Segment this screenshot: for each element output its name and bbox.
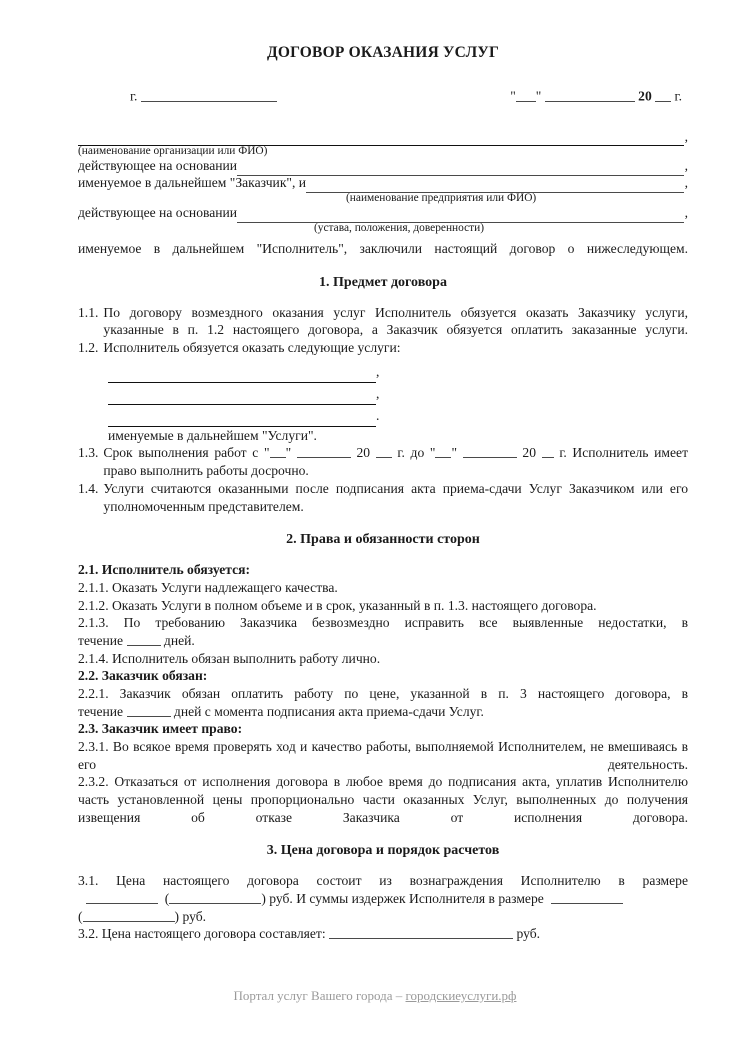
city-input-rule[interactable]	[141, 88, 277, 102]
clause-3-1-line-3	[78, 908, 688, 926]
organization-name-comma: ,	[684, 128, 688, 144]
services-blank-line-2	[78, 383, 688, 405]
services-definition-label: именуемые в дальнейшем "Услуги".	[108, 427, 317, 443]
services-tail-2: ,	[376, 385, 380, 401]
city-date-row	[78, 88, 688, 105]
clause-1-1-number: 1.1.	[78, 304, 99, 320]
date-year-prefix: 20	[638, 88, 652, 104]
clause-1-3-month-rule-from[interactable]	[297, 445, 351, 459]
clause-2-3-2: 2.3.2. Отказаться от исполнения договора в любое время до подписания акта, уплатив Исполнителю часть установленной цены пропорционально части оказанных Услуг, выполненных до получения извещения об отказе Заказчика от исполнения договора.	[78, 774, 688, 825]
clause-1-1-text: По договору возмездного оказания услуг Исполнитель обязуется оказать Заказчику услуги, указанные в п. 1.2 настоящего договора, а Заказчик обязуется оплатить заказанные услуги.	[103, 304, 688, 338]
services-blank-line-3	[78, 405, 688, 427]
clause-1-3-year-from: 20	[356, 445, 371, 461]
date-quote-close: "	[535, 88, 542, 104]
clause-1-3-quote-open-a: "	[264, 445, 270, 461]
date-year-rule[interactable]	[655, 88, 671, 102]
clause-3-1-paren-open-2: (	[78, 908, 83, 924]
services-rule-1[interactable]	[108, 370, 376, 383]
organization-name-row	[78, 129, 688, 146]
clause-1-3-suffix: г. Исполнитель имеет право выполнить работы досрочно.	[103, 445, 689, 479]
city-field	[130, 88, 277, 105]
clause-2-1-4: 2.1.4. Исполнитель обязан выполнить работу лично.	[78, 650, 381, 666]
caption-enterprise: (наименование предприятия или ФИО)	[346, 192, 537, 204]
clause-2-2-1-term-pre: течение	[78, 703, 124, 719]
clause-1-3-year-rule-from[interactable]	[376, 445, 392, 459]
acting-basis-comma-1: ,	[684, 158, 688, 174]
footer-domain[interactable]: городскиеуслуги.рф	[405, 988, 517, 1003]
clause-1-3-quote-close-a: "	[285, 445, 292, 461]
date-field	[510, 88, 682, 105]
clause-1-3-day-rule-to[interactable]	[435, 445, 451, 459]
clause-3-1-line-1: 3.1. Цена настоящего договора состоит из вознаграждения Исполнителю в размере	[78, 873, 688, 889]
customer-name-row	[78, 175, 688, 192]
clause-1-1	[78, 304, 688, 339]
clause-2-2-1-days-rule[interactable]	[127, 703, 171, 717]
clause-1-3-number: 1.3.	[78, 445, 99, 461]
section-1-title: 1. Предмет договора	[319, 274, 447, 290]
clause-2-1-3-days-rule[interactable]	[127, 632, 161, 646]
clause-1-2-number: 1.2.	[78, 340, 99, 356]
clause-2-1-3-term-post: дней.	[163, 632, 195, 648]
clause-1-4-number: 1.4.	[78, 480, 99, 496]
clause-3-1-line-2	[78, 890, 688, 908]
acting-basis-row-1	[78, 158, 688, 175]
clause-1-4	[78, 480, 688, 515]
customer-label: именуемое в дальнейшем "Заказчик", и	[78, 175, 307, 191]
acting-basis-label-2: действующее на основании	[78, 204, 238, 220]
clause-2-2-heading: 2.2. Заказчик обязан:	[78, 668, 208, 684]
services-blank-lines	[78, 361, 688, 427]
acting-basis-comma-2: ,	[684, 204, 688, 220]
clause-3-1-amount-words-rule-1[interactable]	[169, 890, 261, 904]
clause-1-3-prefix: Срок выполнения работ с	[103, 445, 259, 461]
clause-3-1-rub-1: ) руб. И суммы издержек Исполнителя в размере	[261, 890, 544, 906]
clause-2-1-3-term-pre: течение	[78, 632, 124, 648]
clause-2-2-1-line-1: 2.2.1. Заказчик обязан оплатить работу по цене, указанной в п. 3 настоящего договора, в	[78, 685, 688, 701]
clause-2-3-1: 2.3.1. Во всякое время проверять ход и качество работы, выполняемой Исполнителем, не вмешиваясь в его деятельность.	[78, 738, 688, 772]
clause-1-3	[78, 444, 688, 479]
services-tail-1: ,	[376, 363, 380, 379]
clause-1-2-text: Исполнитель обязуется оказать следующие услуги:	[103, 340, 401, 356]
clause-3-1-amount-rule-1[interactable]	[86, 890, 158, 904]
acting-basis-rule-2[interactable]	[237, 209, 684, 223]
date-month-rule[interactable]	[545, 88, 635, 102]
services-rule-2[interactable]	[108, 392, 376, 405]
caption-charter: (устава, положения, доверенности)	[314, 221, 485, 234]
clause-1-3-g-from: г.	[397, 445, 405, 461]
clause-3-2	[78, 925, 688, 943]
footer-text: Портал услуг Вашего города –	[233, 988, 406, 1003]
customer-name-rule[interactable]	[306, 180, 684, 194]
clause-1-3-year-rule-to[interactable]	[542, 445, 554, 459]
acting-basis-row-2	[78, 205, 688, 222]
footer-watermark	[0, 988, 750, 1004]
clause-2-1-3-line-1: 2.1.3. По требованию Заказчика безвозмездно исправить все выявленные недостатки, в	[78, 615, 688, 631]
clause-2-2-1-term-post: дней с момента подписания акта приема-сдачи Услуг.	[173, 703, 484, 719]
city-label: г.	[130, 88, 138, 104]
services-blank-line-1	[78, 361, 688, 383]
date-quote-open: "	[510, 88, 516, 104]
clause-3-2-amount-rule[interactable]	[329, 926, 513, 940]
clause-2-1-1: 2.1.1. Оказать Услуги надлежащего качества.	[78, 579, 338, 595]
clause-3-1-rub-2: ) руб.	[174, 908, 207, 924]
acting-basis-rule-1[interactable]	[237, 163, 684, 177]
organization-name-rule[interactable]	[78, 133, 684, 147]
clause-2-1-3-line-2	[78, 632, 688, 650]
clause-1-3-middle: до	[410, 445, 425, 461]
services-rule-3[interactable]	[108, 414, 376, 427]
clause-3-1-paren-open-1: (	[164, 890, 170, 906]
services-tail-3: .	[376, 407, 380, 423]
clause-1-3-year-to: 20	[522, 445, 536, 461]
section-2-title: 2. Права и обязанности сторон	[286, 532, 480, 548]
clause-2-1-heading: 2.1. Исполнитель обязуется:	[78, 562, 251, 578]
preamble-closing: именуемое в дальнейшем "Исполнитель", заключили настоящий договор о нижеследующем.	[78, 241, 688, 257]
clause-1-3-quote-close-b: "	[451, 445, 458, 461]
clause-2-3-heading: 2.3. Заказчик имеет право:	[78, 721, 243, 737]
caption-organization: (наименование организации или ФИО)	[78, 145, 268, 158]
clause-2-1-2: 2.1.2. Оказать Услуги в полном объеме и в срок, указанный в п. 1.3. настоящего договора.	[78, 597, 597, 613]
clause-3-2-unit: руб.	[516, 926, 541, 942]
acting-basis-label-1: действующее на основании	[78, 158, 238, 174]
customer-name-comma: ,	[684, 175, 688, 191]
clause-1-3-text	[103, 444, 688, 479]
clause-1-3-day-rule-from[interactable]	[270, 445, 286, 459]
date-suffix: г.	[674, 88, 682, 104]
date-day-rule[interactable]	[516, 88, 536, 102]
section-3-title: 3. Цена договора и порядок расчетов	[266, 843, 500, 859]
clause-2-2-1-line-2	[78, 703, 688, 721]
clause-3-1-amount-words-rule-2[interactable]	[83, 908, 175, 922]
clause-1-4-text: Услуги считаются оказанными после подписания акта приема-сдачи Услуг Заказчиком или его уполномоченным представителем.	[103, 480, 688, 514]
clause-1-3-quote-open-b: "	[429, 445, 436, 461]
clause-1-3-month-rule-to[interactable]	[463, 445, 517, 459]
clause-3-1-amount-rule-2[interactable]	[551, 890, 623, 904]
clause-3-2-label: 3.2. Цена настоящего договора составляет:	[78, 926, 326, 942]
document-title: ДОГОВОР ОКАЗАНИЯ УСЛУГ	[266, 44, 500, 61]
clause-1-2	[78, 339, 688, 357]
